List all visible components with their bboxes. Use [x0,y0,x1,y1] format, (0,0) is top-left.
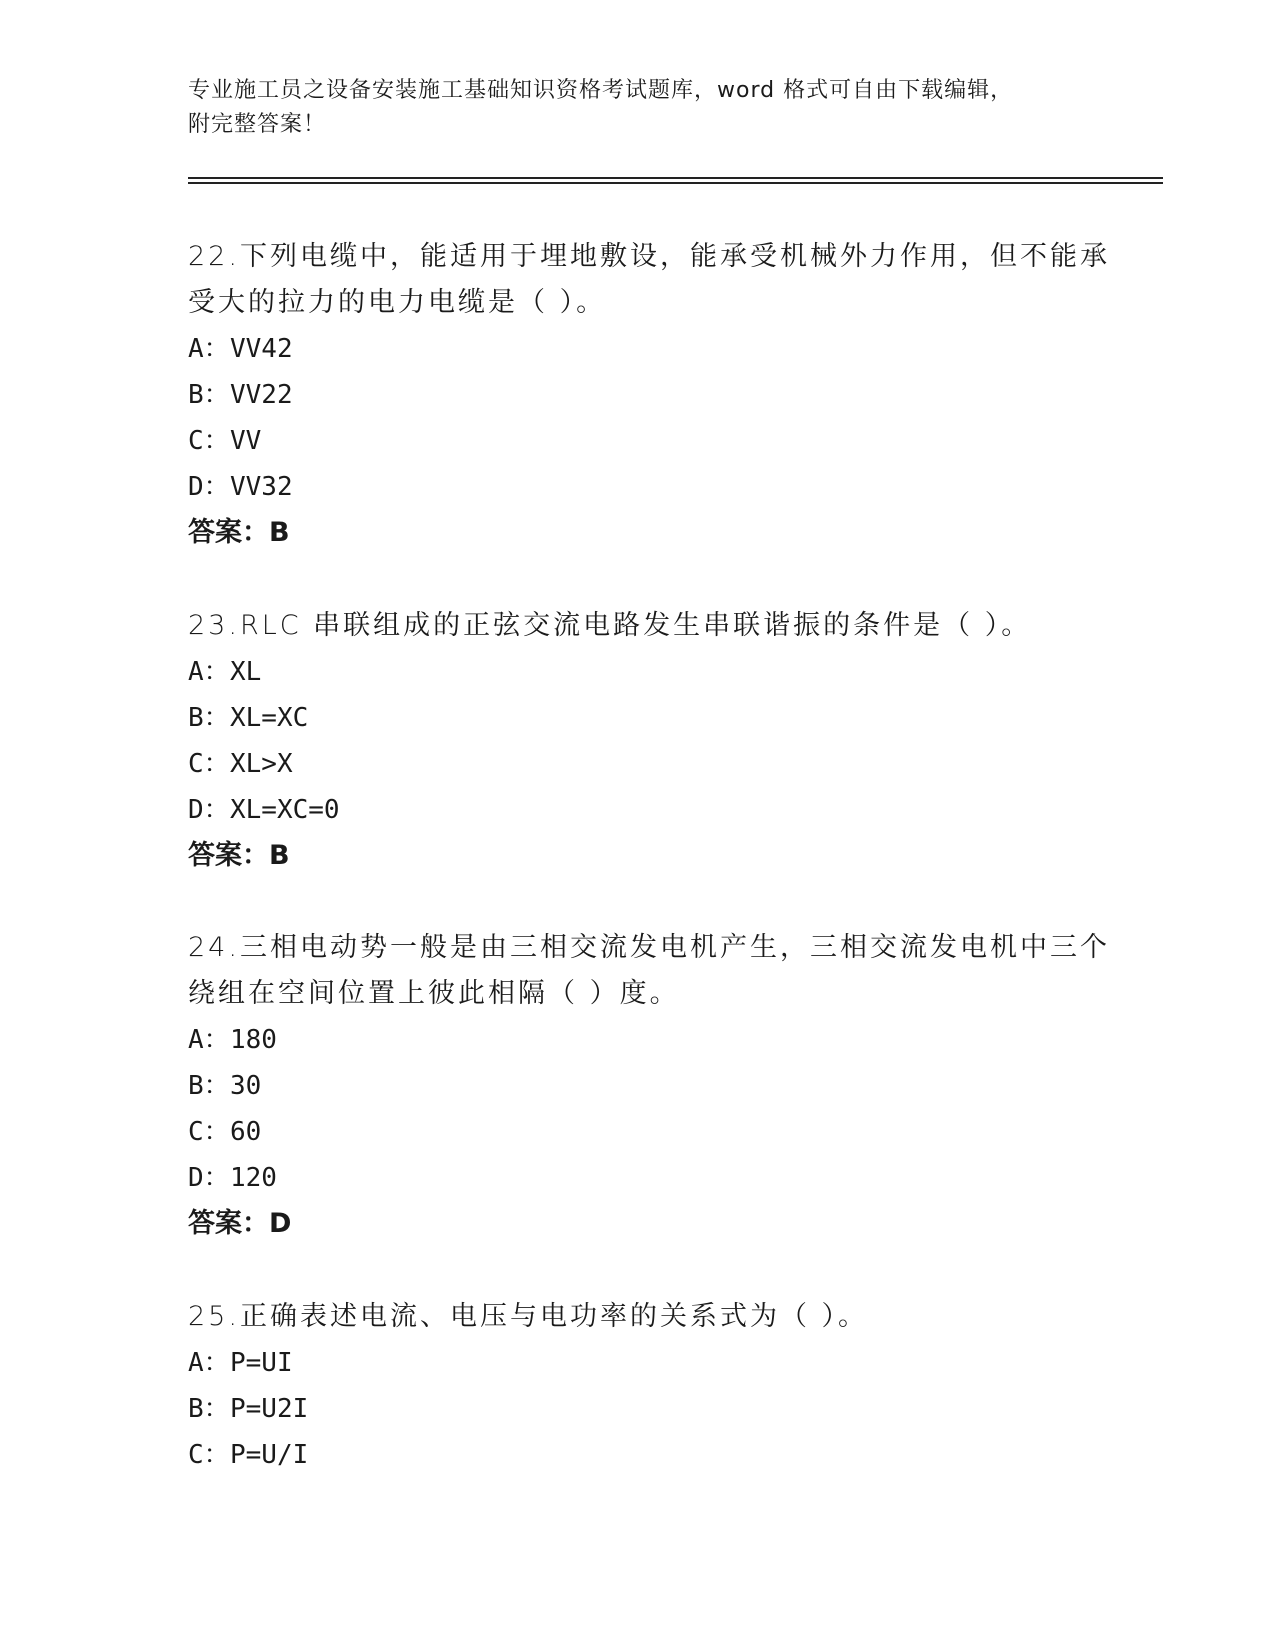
question-line: 受大的拉力的电力电缆是（ ）。 [188,287,607,318]
option-c [188,1432,1088,1478]
option-value: XL=XC=0 [230,795,340,825]
option-key: D： [188,795,230,825]
question-text [188,1294,1088,1340]
question-line: 22.下列电缆中，能适用于埋地敷设，能承受机械外力作用，但不能承 [188,241,1110,272]
question-line: 25.正确表述电流、电压与电功率的关系式为（ ）。 [188,1301,869,1332]
header-line-2: 附完整答案！ [188,112,327,137]
answer-label: 答案：B [188,517,290,548]
question-line: 绕组在空间位置上彼此相隔（ ）度。 [188,978,680,1009]
option-value: VV32 [230,472,293,502]
header-line-1: 专业施工员之设备安装施工基础知识资格考试题库，word 格式可自由下载编辑， [188,78,1014,103]
option-value: VV22 [230,380,293,410]
option-key: C： [188,1440,230,1470]
question-23 [188,603,1088,879]
option-b [188,695,1088,741]
option-value: XL [230,657,262,687]
option-key: C： [188,1117,230,1147]
option-value: 120 [230,1163,277,1193]
option-value: XL>X [230,749,293,779]
option-key: B： [188,1394,230,1424]
option-value: P=U/I [230,1440,309,1470]
option-key: D： [188,472,230,502]
option-c [188,418,1088,464]
option-key: C： [188,749,230,779]
answer-label: 答案：D [188,1208,292,1239]
answer-label: 答案：B [188,840,290,871]
question-text [188,234,1110,326]
option-key: B： [188,380,230,410]
option-key: A： [188,657,230,687]
option-key: A： [188,1025,230,1055]
option-a [188,1340,1088,1386]
option-value: VV [230,426,262,456]
option-value: 30 [230,1071,262,1101]
option-key: B： [188,1071,230,1101]
question-line: 23.RLC 串联组成的正弦交流电路发生串联谐振的条件是（ ）。 [188,610,1032,641]
option-a [188,649,1088,695]
option-value: 180 [230,1025,277,1055]
question-25 [188,1294,1088,1478]
option-value: VV42 [230,334,293,364]
option-c [188,1109,1088,1155]
option-value: 60 [230,1117,262,1147]
option-d [188,787,1088,833]
option-key: A： [188,334,230,364]
option-b [188,1386,1088,1432]
option-key: D： [188,1163,230,1193]
option-d [188,464,1088,510]
option-c [188,741,1088,787]
header-divider-top [188,177,1163,179]
header-divider-bottom [188,182,1163,184]
question-line: 24.三相电动势一般是由三相交流发电机产生，三相交流发电机中三个 [188,932,1110,963]
option-a [188,1017,1088,1063]
option-value: XL=XC [230,703,309,733]
option-value: P=U2I [230,1394,309,1424]
option-b [188,372,1088,418]
option-key: C： [188,426,230,456]
option-d [188,1155,1088,1201]
question-text [188,603,1088,649]
question-22 [188,234,1110,556]
question-text [188,925,1110,1017]
option-a [188,326,1088,372]
header-note [188,74,1088,142]
question-24 [188,925,1110,1247]
option-key: A： [188,1348,230,1378]
option-value: P=UI [230,1348,293,1378]
option-key: B： [188,703,230,733]
option-b [188,1063,1088,1109]
